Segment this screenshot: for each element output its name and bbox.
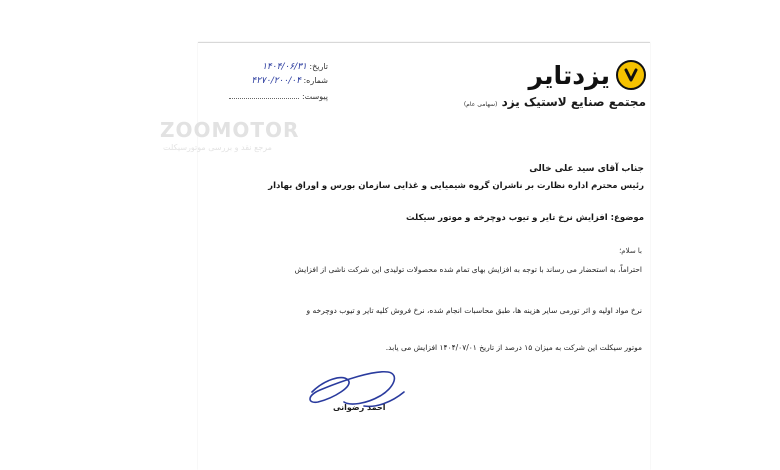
watermark-title: ZOOMOTOR [160, 118, 300, 142]
signer-name: احمد رضوانی [333, 403, 386, 412]
brand-name: یزدتایر [528, 61, 610, 90]
recipient-title: رئیس محترم اداره نظارت بر ناشران گروه شیمیایی و غذایی سازمان بورس و اوراق بهادار [268, 181, 644, 191]
letter-subject: موضوع: افزایش نرخ تایر و تیوب دوچرخه و موتور سیکلت [405, 213, 644, 223]
page-top-edge [198, 42, 650, 43]
company-logo [476, 60, 646, 94]
number-label: شماره: [303, 76, 328, 85]
body-line-1: احتراماً، به استحضار می رساند با توجه به افزایش بهای تمام شده محصولات تولیدی این شرکت ناشی از افزایش [294, 265, 642, 274]
date-label: تاریخ: [309, 62, 328, 71]
company-type: (سهامی عام) [463, 101, 498, 108]
attachment-blank [229, 91, 299, 99]
attachment-row [229, 91, 328, 101]
handwritten-signature [304, 362, 414, 422]
body-line-3: موتور سیکلت این شرکت به میزان ۱۵ درصد از تاریخ ۱۴۰۴/۰۷/۰۱ افزایش می یابد. [385, 343, 642, 352]
date-row [262, 62, 328, 72]
recipient-name: جناب آقای سید علی خالی [529, 164, 644, 174]
body-line-2: نرخ مواد اولیه و اثر تورمی سایر هزینه ها، طبق محاسبات انجام شده، نرخ فروش کلیه تایر و تیوب دوچرخه و [306, 306, 642, 315]
company-name: مجتمع صنایع لاستیک یزد [501, 95, 646, 109]
logo-emblem-icon [616, 60, 646, 90]
number-value: ۴۲۷۰/۲۰۰/۰۴ [251, 76, 301, 86]
company-name-line [464, 95, 646, 109]
greeting: با سلام؛ [619, 247, 642, 255]
number-row [251, 76, 328, 86]
watermark-subtitle: مرجع نقد و بررسی موتورسیکلت [163, 143, 272, 152]
date-value: ۱۴۰۴/۰۶/۳۱ [262, 62, 307, 72]
attachment-label: پیوست: [301, 92, 328, 101]
